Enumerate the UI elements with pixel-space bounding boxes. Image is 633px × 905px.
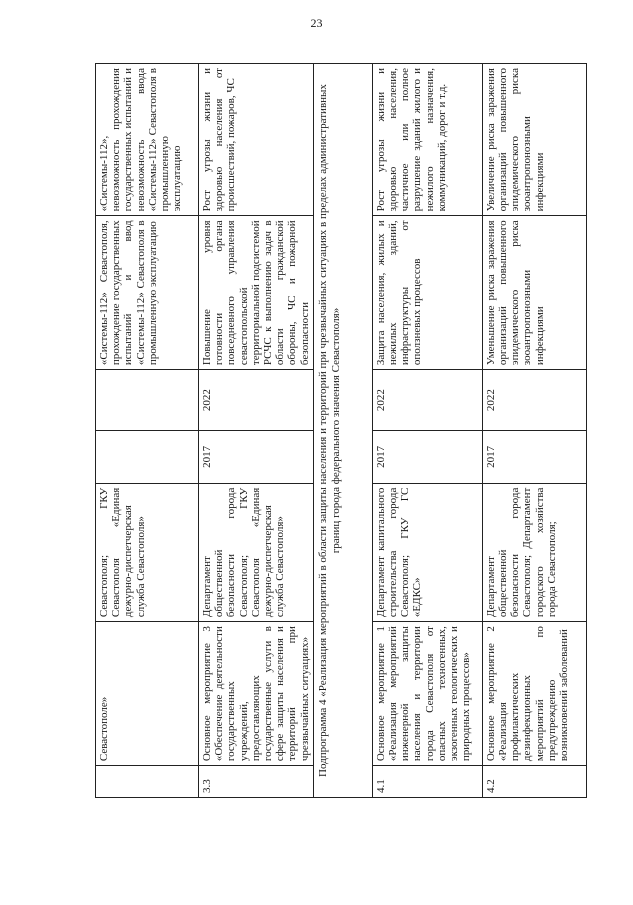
cell-measure-name: Севастополе» <box>96 622 199 766</box>
cell-expected-result: Повышение уровня готовности органа повседневного управления севастопольской территориальной подсистемой РСЧС к выполнению задач в области гражданской обороны, ЧС и пожарной безопасности <box>199 216 314 370</box>
subprogram-title: Подпрограмма 4 «Реализация мероприятий в области защиты населения и территорий при чрезвычайных ситуациях в пределах административных границ города федерального значения Севастополя» <box>313 64 372 798</box>
cell-consequence: Рост угрозы жизни и здоровью населения, частичное или полное разрушение зданий жилого и нежилого назначения, коммуникаций, дорог и т.д. <box>372 64 482 216</box>
cell-executor: Департамент общественной безопасности города Севастополя; ГКУ Севастополя «Единая дежурно-диспетчерская служба Севастополя» <box>199 483 314 621</box>
cell-number: 3.3 <box>199 766 314 798</box>
cell-executor: Департамент общественной безопасности города Севастополя; Департамент городского хозяйства города Севастополя; <box>482 483 586 621</box>
program-measures-table <box>95 63 587 798</box>
subprogram-row <box>313 64 372 798</box>
cell-executor: Севастополя; ГКУ Севастополя «Единая дежурно-диспетчерская служба Севастополя» <box>96 483 199 621</box>
cell-number: 4.2 <box>482 766 586 798</box>
cell-expected-result: «Системы-112» Севастополя, прохождение государственных испытаний и ввод «Системы-112» Севастополя в промышленную эксплуатацию <box>96 216 199 370</box>
cell-expected-result: Уменьшение риска заражения организаций повышенного эпидемического риска зооантропонозными инфекциями <box>482 216 586 370</box>
cell-start-year <box>96 431 199 484</box>
cell-measure-name: Основное мероприятие 3 «Обеспечение деятельности государственных учреждений, предоставляющих государственные услуги в сфере защиты населения и территорий при чрезвычайных ситуациях» <box>199 622 314 766</box>
cell-consequence: Рост угрозы жизни и здоровью населения от происшествий, пожаров, ЧС <box>199 64 314 216</box>
cell-measure-name: Основное мероприятие 1 «Реализация мероприятий инженерной защиты населения и территории города Севастополя от опасных техногенных, экзогенных геологических и природных процессов» <box>372 622 482 766</box>
table-row <box>199 64 314 798</box>
cell-number <box>96 766 199 798</box>
cell-executor: Департамент капитального строительства города Севастополя; ГКУ ГС «ЕДКС» <box>372 483 482 621</box>
cell-expected-result: Защита населения, жилых и нежилых зданий, инфраструктуры от оползневых процессов <box>372 216 482 370</box>
table-row <box>372 64 482 798</box>
cell-measure-name: Основное мероприятие 2 «Реализация профилактических дезинфекционных мероприятий по предупреждению возникновений заболеваний <box>482 622 586 766</box>
cell-end-year: 2022 <box>482 370 586 431</box>
table-row <box>482 64 586 798</box>
page-number: 23 <box>310 16 323 30</box>
cell-consequence: Увеличение риска заражения организаций повышенного эпидемического риска зооантропонозными инфекциями <box>482 64 586 216</box>
cell-start-year: 2017 <box>199 431 314 484</box>
cell-start-year: 2017 <box>482 431 586 484</box>
cell-number: 4.1 <box>372 766 482 798</box>
rotated-table-container <box>95 63 571 798</box>
table-row <box>96 64 199 798</box>
cell-end-year: 2022 <box>199 370 314 431</box>
cell-end-year: 2022 <box>372 370 482 431</box>
cell-consequence: «Системы-112», невозможность прохождения государственных испытаний и невозможность ввода «Системы-112» Севастополя в промышленную эксплуатацию <box>96 64 199 216</box>
cell-end-year <box>96 370 199 431</box>
cell-start-year: 2017 <box>372 431 482 484</box>
